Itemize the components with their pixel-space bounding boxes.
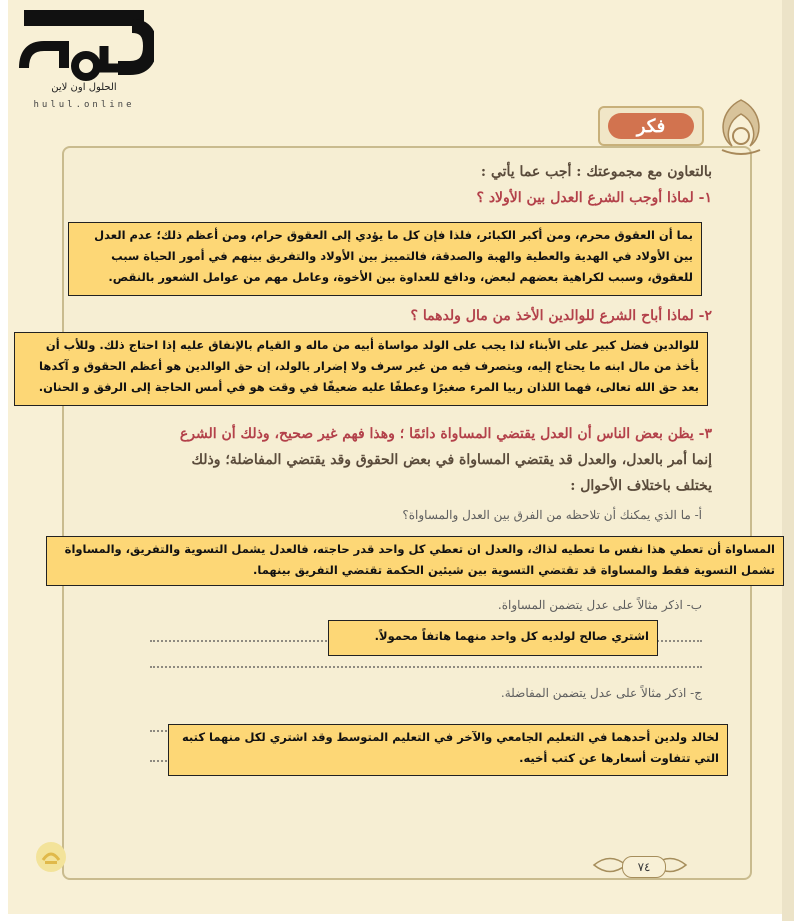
question-3c-prompt: ج- اذكر مثالاً على عدل يتضمن المفاضلة.	[500, 686, 702, 700]
section-tab-label: فكر	[608, 113, 694, 139]
answer-3b: اشتري صالح لولديه كل واحد منهما هاتفاً محمولاً.	[328, 620, 658, 656]
logo-text: الحلول اون لاين	[51, 82, 117, 93]
question-3b-prompt: ب- اذكر مثالاً على عدل يتضمن المساواة.	[497, 598, 702, 612]
answer-2: للوالدين فضل كبير على الأبناء لذا يجب على الولد مواساة أبيه من ماله و القيام بالإنفاق عليه إذا احتاج ذلك. وللأب أن يأخذ من مال ابنه ما يحتاج إليه، ويتصرف فيه من غير سرف ولا إضرار بالولد، إن حق الوالدين هو أعظم الحقوق و آكدها بعد حق الله تعالى، فهما اللذان ربيا المرء صغيرًا وعطفًا عليه ضعيفًا في وقت هو في أمس الحاجة إلى الرفق و الحنان.	[14, 332, 708, 406]
answer-3c: لخالد ولدين أحدهما في التعليم الجامعي والآخر في التعليم المتوسط وقد اشتري لكل منهما كتبه التي تتفاوت أسعارها عن كتب أخيه.	[168, 724, 728, 776]
question-3-line-1: ٣- يظن بعض الناس أن العدل يقتضي المساواة دائمًا ؛ وهذا فهم غير صحيح، وذلك أن الشرع	[179, 426, 712, 442]
page-number: ٧٤	[622, 856, 666, 878]
ornament-icon	[710, 96, 772, 158]
question-3a-prompt: أ- ما الذي يمكنك أن تلاحظه من الفرق بين العدل والمساواة؟	[402, 508, 702, 522]
answer-1: بما أن العقوق محرم، ومن أكبر الكبائر، فلذا فإن كل ما يؤدي إلى العقوق حرام، ومن أعظم ذلك؛ عدم العدل بين الأولاد في الهدية والعطية والهبة والصدقة، فالتمييز بين الأولاد والتفريق بينهم في أمور الحياة سبب للعقوق، وسبب لكراهية بعضهم لبعض، ودافع للعداوة بين الأخوة، وعامل مهم من عوامل الشعور بالنقص.	[68, 222, 702, 296]
question-3-line-3: يختلف باختلاف الأحوال :	[570, 478, 712, 494]
hulul-logo	[14, 6, 154, 110]
question-2: ٢- لماذا أباح الشرع للوالدين الأخذ من مال ولدهما ؟	[410, 308, 712, 324]
answer-line	[150, 666, 702, 668]
answer-3a: المساواة أن تعطي هذا نفس ما تعطيه لذاك، والعدل ان تعطي كل واحد قدر حاجته، فالعدل يشمل التسوية والتفريق، والمساواة تشمل التسوية فقط والمساواة قد تقتضي التسوية بين شيئين الحكمة تقتضي التفريق بينهما.	[46, 536, 784, 586]
publisher-logo-icon	[34, 840, 68, 874]
logo-subtext: hulul.online	[33, 100, 135, 110]
question-3-line-2: إنما أمر بالعدل، والعدل قد يقتضي المساواة في بعض الحقوق وقد يقتضي المفاضلة؛ وذلك	[191, 452, 712, 468]
section-tab	[598, 106, 704, 146]
question-1: ١- لماذا أوجب الشرع العدل بين الأولاد ؟	[476, 190, 712, 206]
page-edge	[782, 0, 794, 921]
instructions: بالتعاون مع مجموعتك : أجب عما يأتي :	[480, 164, 712, 180]
